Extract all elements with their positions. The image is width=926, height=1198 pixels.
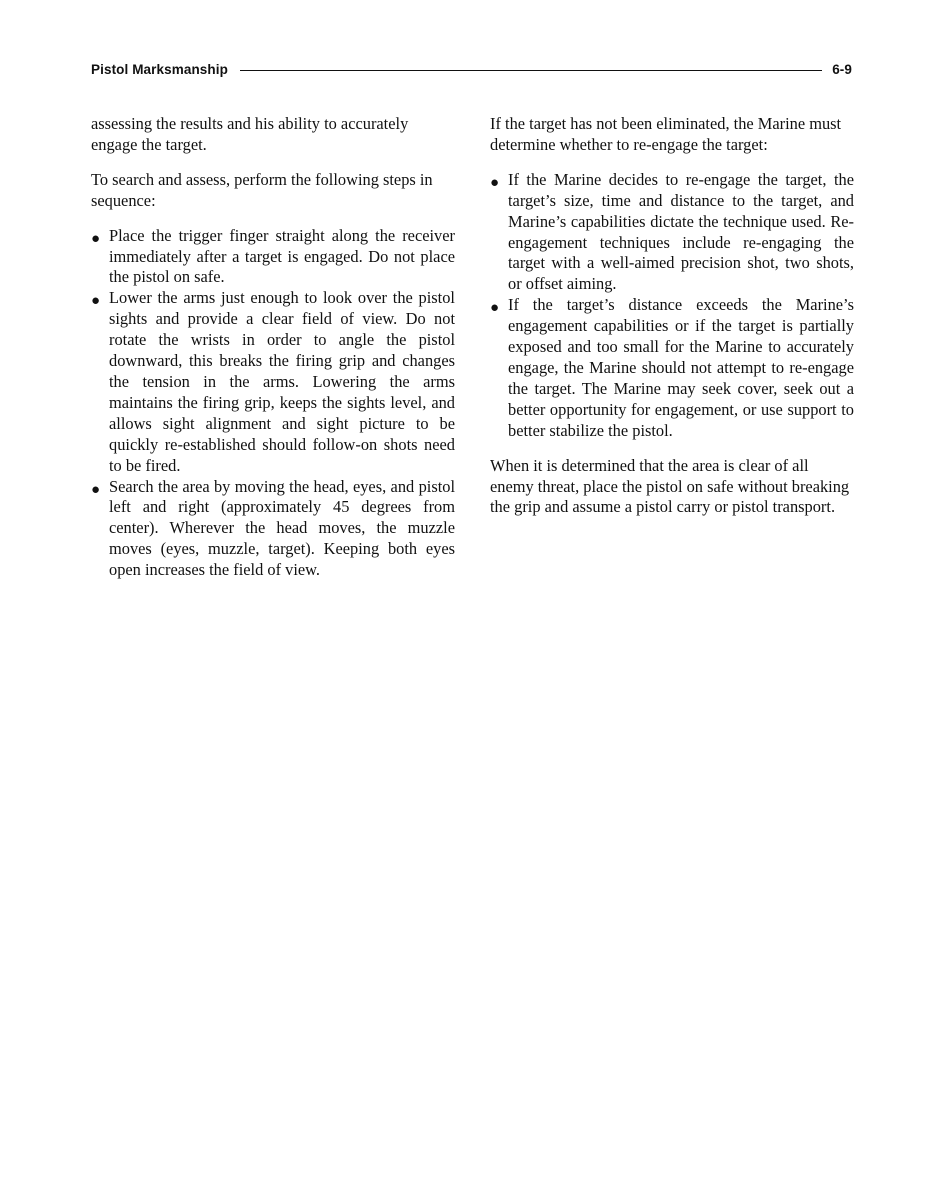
bullet-icon: ● [490, 174, 500, 191]
list-item [91, 477, 455, 582]
area-clear-paragraph: When it is determined that the area is clear of all enemy threat, place the pistol on safe without breaking the grip and assume a pistol carry or pistol transport. [490, 455, 850, 517]
bullet-icon: ● [91, 293, 101, 310]
list-item [490, 295, 854, 441]
running-title: Pistol Marksmanship [91, 61, 228, 77]
bullet-icon: ● [91, 481, 101, 498]
continued-paragraph: assessing the results and his ability to accurately engage the target. [91, 114, 409, 154]
bullet-icon: ● [490, 300, 500, 317]
search-assess-steps [91, 226, 455, 581]
page-header [91, 60, 852, 78]
search-assess-intro: To search and assess, perform the following steps in sequence: [91, 169, 433, 210]
re-engage-options [490, 170, 854, 442]
right-column [490, 114, 854, 532]
list-item [91, 288, 455, 476]
list-item-text: If the target’s distance exceeds the Marine’s engagement capabilities or if the target is partially exposed and too small for the Marine to accurately engage, the Marine should not attempt to re-engage the target. The Marine may seek cover, seek out a better opportunity for engagement, or use support to better stabilize the pistol. [508, 295, 854, 440]
page-number: 6-9 [832, 61, 852, 77]
bullet-icon: ● [91, 230, 101, 247]
list-item [91, 226, 455, 289]
list-item-text: Lower the arms just enough to look over the pistol sights and provide a clear field of view. Do not rotate the wrists in order to angle the pistol downward, this breaks the firing grip and changes the tension in the arms. Lowering the arms maintains the firing grip, keeps the sights level, and allows sight alignment and sight picture to be quickly re-established should follow-on shots need to be fired. [109, 288, 455, 475]
list-item [490, 170, 854, 295]
list-item-text: Place the trigger finger straight along the receiver immediately after a target is engaged. Do not place the pistol on safe. [109, 225, 455, 287]
left-column [91, 114, 455, 595]
list-item-text: Search the area by moving the head, eyes, and pistol left and right (approximately 45 degrees from center). Wherever the head moves, the muzzle moves (eyes, muzzle, target). Keeping both eyes open increases the field of view. [109, 476, 455, 580]
header-rule [240, 70, 822, 71]
re-engage-intro: If the target has not been eliminated, the Marine must determine whether to re-engage the target: [490, 114, 842, 154]
list-item-text: If the Marine decides to re-engage the target, the target’s size, time and distance to the target, and Marine’s capabilities dictate the technique used. Re-engagement techniques include re-engaging the target with a well-aimed precision shot, two shots, or offset aiming. [508, 169, 854, 294]
